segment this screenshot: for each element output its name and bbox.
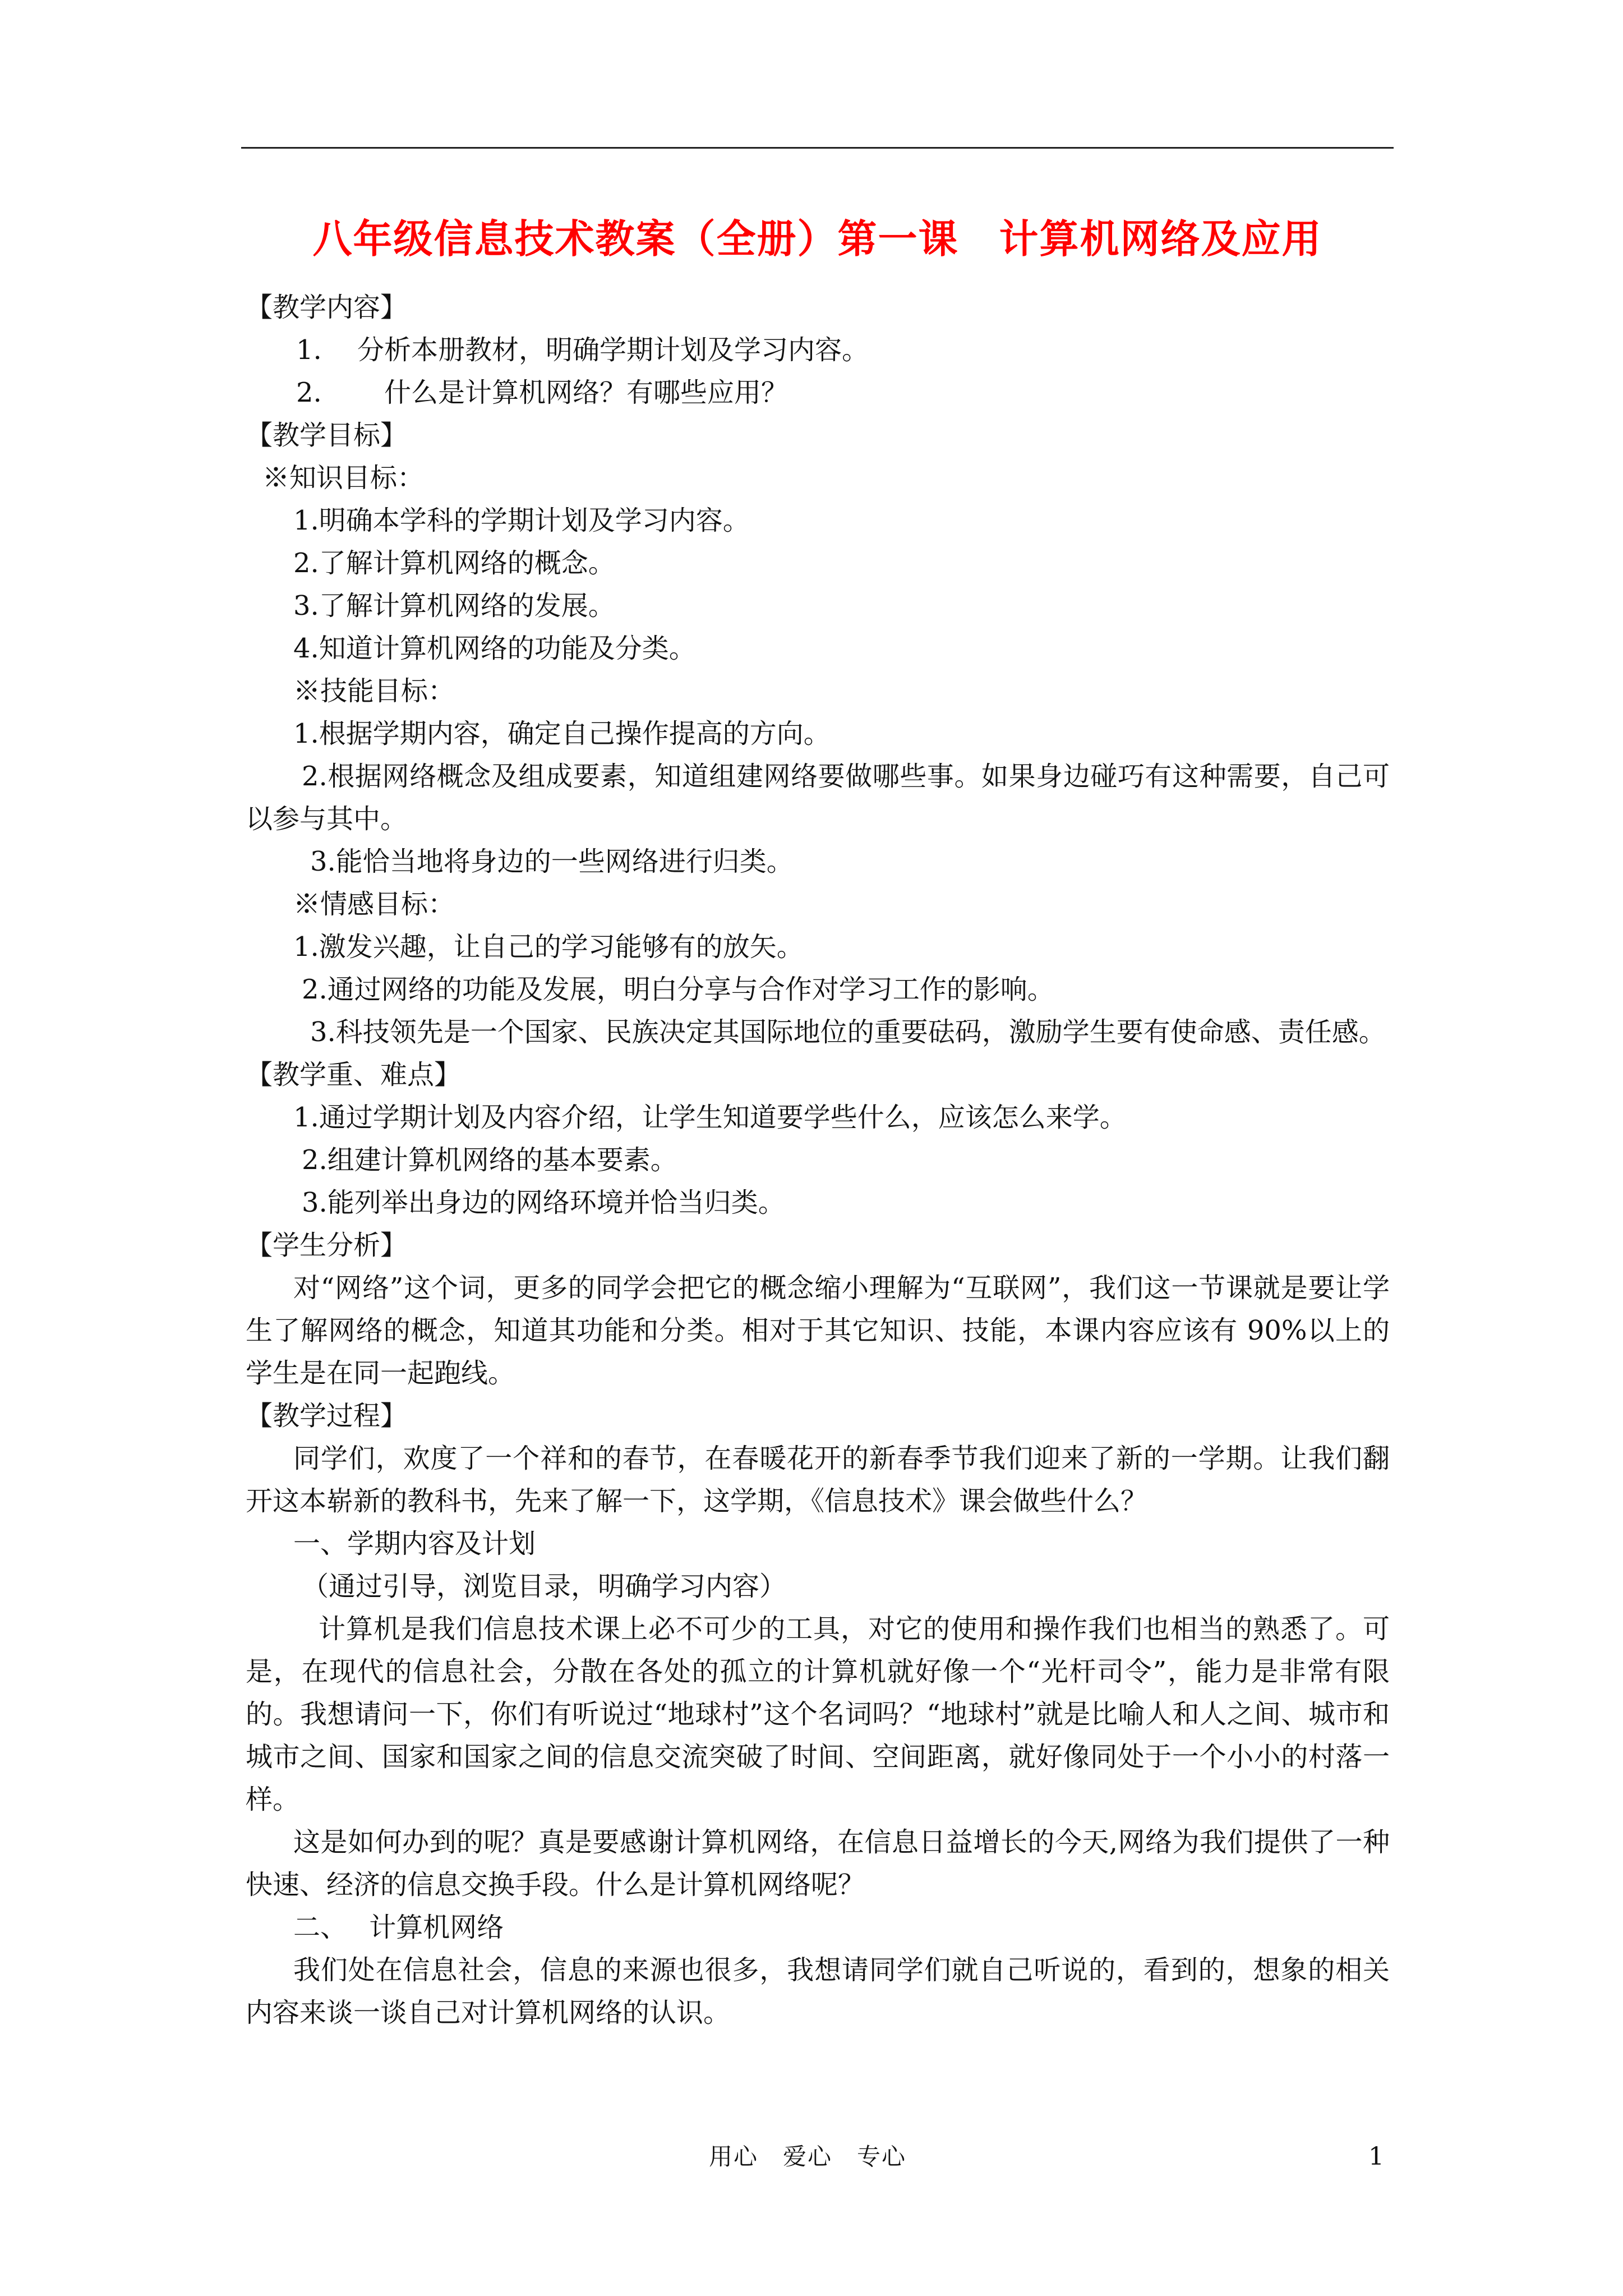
text-line: ※情感目标： xyxy=(293,889,455,920)
footer-motto: 用心 爱心 专心 xyxy=(708,2143,906,2170)
text-line: 一、学期内容及计划 xyxy=(293,1528,536,1559)
text-line: 【教学过程】 xyxy=(246,1400,408,1432)
page-number: 1 xyxy=(1368,2142,1384,2171)
text-line: 3.能列举出身边的网络环境并恰当归类。 xyxy=(302,1187,785,1218)
text-line: 3.科技领先是一个国家、民族决定其国际地位的重要砝码，激励学生要有使命感、责任感。 xyxy=(310,1016,1386,1048)
page-title: 八年级信息技术教案（全册）第一课 计算机网络及应用 xyxy=(312,215,1322,262)
text-line: 【教学重、难点】 xyxy=(246,1059,462,1091)
text-line: 2.了解计算机网络的概念。 xyxy=(293,547,615,579)
text-line: 对“网络”这个词，更多的同学会把它的概念缩小理解为“互联网”，我们这一节课就是要让学生了解网络的概念，知道其功能和分类。相对于其它知识、技能，本课内容应该有 90%以上的学生是在同一起跑线。 xyxy=(246,1272,1390,1389)
text-line: 同学们，欢度了一个祥和的春节，在春暖花开的新春季节我们迎来了新的一学期。让我们翻开这本崭新的教科书，先来了解一下，这学期，《信息技术》课会做些什么？ xyxy=(246,1443,1390,1517)
text-line: 二、 计算机网络 xyxy=(293,1912,504,1943)
text-line: （通过引导，浏览目录，明确学习内容） xyxy=(302,1571,787,1602)
text-line: ※知识目标： xyxy=(262,462,425,494)
text-line: 我们处在信息社会，信息的来源也很多，我想请同学们就自己听说的，看到的，想象的相关内容来谈一谈自己对计算机网络的认识。 xyxy=(246,1954,1390,2028)
text-line: 2. 什么是计算机网络？有哪些应用？ xyxy=(296,377,789,408)
text-line: 2.根据网络概念及组成要素，知道组建网络要做哪些事。如果身边碰巧有这种需要，自己可以参与其中。 xyxy=(246,761,1390,835)
text-line: 这是如何办到的呢？真是要感谢计算机网络，在信息日益增长的今天,网络为我们提供了一种快速、经济的信息交换手段。什么是计算机网络呢？ xyxy=(246,1826,1390,1901)
text-line: 1.通过学期计划及内容介绍，让学生知道要学些什么，应该怎么来学。 xyxy=(293,1102,1127,1133)
text-line: ※技能目标： xyxy=(293,675,455,707)
header-rule xyxy=(241,147,1394,149)
text-line: 计算机是我们信息技术课上必不可少的工具，对它的使用和操作我们也相当的熟悉了。可是，在现代的信息社会，分散在各处的孤立的计算机就好像一个“光杆司令”，能力是非常有限的。我想请问一下，你们有听说过“地球村”这个名词吗？“地球村”就是比喻人和人之间、城市和城市之间、国家和国家之间的信息交流突破了时间、空间距离，就好像同处于一个小小的村落一样。 xyxy=(246,1613,1390,1815)
text-line: 4.知道计算机网络的功能及分类。 xyxy=(293,633,696,664)
text-line: 1.激发兴趣，让自己的学习能够有的放矢。 xyxy=(293,931,804,963)
text-line: 1. 分析本册教材，明确学期计划及学习内容。 xyxy=(296,334,869,366)
text-line: 2.组建计算机网络的基本要素。 xyxy=(302,1144,677,1176)
text-line: 3.能恰当地将身边的一些网络进行归类。 xyxy=(310,846,794,877)
text-line: 1.根据学期内容，确定自己操作提高的方向。 xyxy=(293,718,831,749)
text-line: 3.了解计算机网络的发展。 xyxy=(293,590,615,622)
text-line: 1.明确本学科的学期计划及学习内容。 xyxy=(293,505,750,536)
text-line: 【教学内容】 xyxy=(246,292,408,323)
text-line: 【教学目标】 xyxy=(246,420,408,451)
text-line: 【学生分析】 xyxy=(246,1230,408,1261)
text-line: 2.通过网络的功能及发展，明白分享与合作对学习工作的影响。 xyxy=(302,974,1054,1005)
body-text xyxy=(246,286,1390,2034)
